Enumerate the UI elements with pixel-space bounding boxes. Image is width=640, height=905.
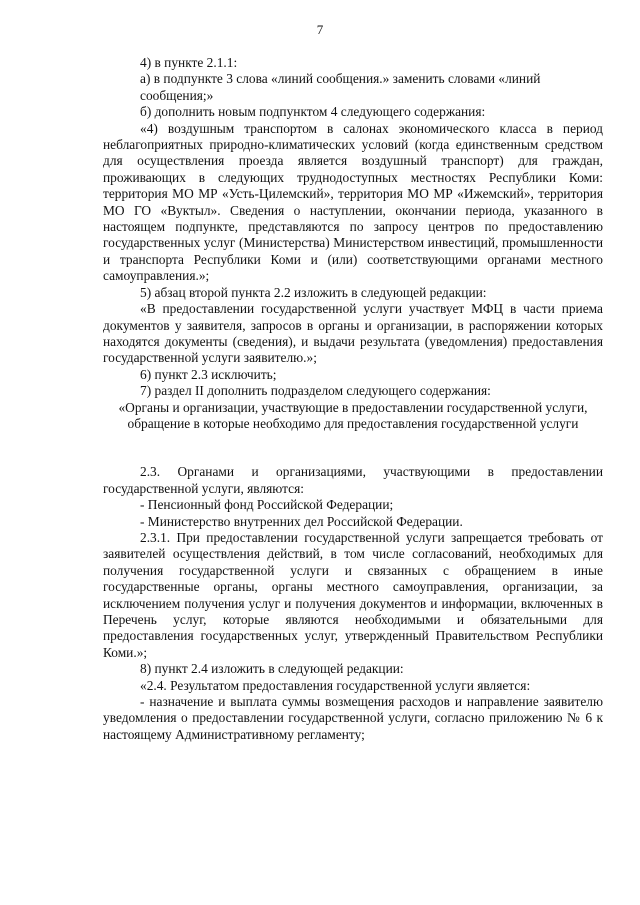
paragraph-subitem-b: б) дополнить новым подпунктом 4 следующего содержания: xyxy=(140,104,486,120)
paragraph-item-7: 7) раздел II дополнить подразделом следующего содержания: xyxy=(140,383,491,399)
paragraph-2-3-1: 2.3.1. При предоставлении государственной услуги запрещается требовать от заявителей осуществления действий, в том числе согласований, необходимых для получения государственной услуги и связанных с обращением в иные государственные органы, органы местного самоуправления, организации, за исключением получения услуг и получения документов и информации, включенных в Перечень услуг, которые являются необходимыми и обязательными для предоставления государственных услуг, утвержденный Правительством Республики Коми.»; xyxy=(103,529,603,660)
list-item-mvd: - Министерство внутренних дел Российской Федерации. xyxy=(140,513,463,529)
list-item-pension-fund: - Пенсионный фонд Российской Федерации; xyxy=(140,497,394,513)
paragraph-item-5-text: «В предоставлении государственной услуги участвует МФЦ в части приема документов у заявителя, запросов в органы и организации, в распоряжении которых находятся документы (сведения), и выдачи результата (уведомления) предоставления государственной услуги заявителю.»; xyxy=(103,301,603,366)
subsection-heading: «Органы и организации, участвующие в предоставлении государственной услуги, обращение в которые необходимо для предоставления государственной услуги xyxy=(118,399,588,431)
paragraph-subpoint-4-text: «4) воздушным транспортом в салонах экономического класса в период неблагоприятных природно-климатических условий (когда единственным средством для осуществления проезда является воздушный транспорт) для граждан, проживающих в следующих труднодоступных местностях Республики Коми: территория МО МР «Усть-Цилемский», территория МО МР «Ижемский», территория МО ГО «Вуктыл». Сведения о наступлении, окончании периода, указанного в настоящем подпункте, представляются по запросу центров по предоставлению государственных услуг (Министерства) Министерством инвестиций, промышленности и транспорта Республики Коми и (или) соответствующими органами местного самоуправления.»; xyxy=(103,120,603,284)
document-body xyxy=(103,55,603,743)
list-item-reimbursement: - назначение и выплата суммы возмещения расходов и направление заявителю уведомления о предоставлении государственной услуги, согласно приложению № 6 к настоящему Административному регламенту; xyxy=(103,694,603,742)
spacer xyxy=(103,432,603,464)
paragraph-subitem-a: а) в подпункте 3 слова «линий сообщения.» заменить словами «линий сообщения;» xyxy=(140,71,541,103)
paragraph-item-8: 8) пункт 2.4 изложить в следующей редакции: xyxy=(140,661,404,677)
paragraph-2-3: 2.3. Органами и организациями, участвующими в предоставлении государственной услуги, являются: xyxy=(103,464,603,496)
paragraph-2-4: «2.4. Результатом предоставления государственной услуги является: xyxy=(140,677,531,693)
paragraph-item-4: 4) в пункте 2.1.1: xyxy=(140,55,238,70)
page-number: 7 xyxy=(316,22,324,37)
paragraph-item-6: 6) пункт 2.3 исключить; xyxy=(140,366,277,382)
paragraph-item-5: 5) абзац второй пункта 2.2 изложить в следующей редакции: xyxy=(140,284,487,300)
